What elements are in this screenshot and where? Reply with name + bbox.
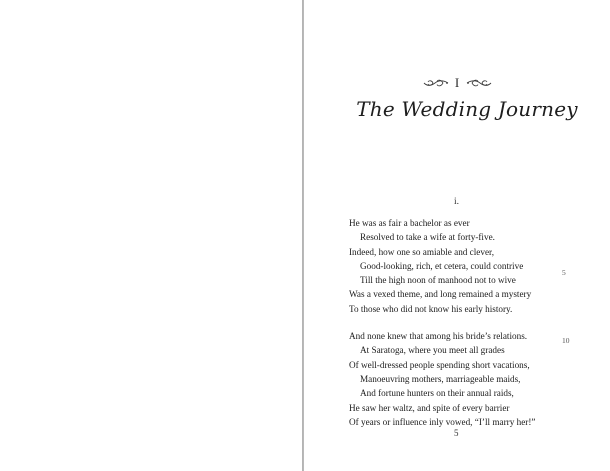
- poem-line: He saw her waltz, and spite of every barrier: [349, 402, 510, 413]
- poem-line: Was a vexed theme, and long remained a mystery: [349, 289, 532, 300]
- line-number-marker: 10: [562, 336, 570, 345]
- poem-line: Indeed, how one so amiable and clever,: [349, 246, 495, 257]
- poem-line: To those who did not know his early history.: [349, 303, 513, 314]
- poem-line: Till the high noon of manhood not to wive: [360, 275, 516, 286]
- stanza: [349, 329, 589, 429]
- poem-line: Of well-dressed people spending short vacations,: [349, 359, 530, 370]
- line-number-marker: 5: [562, 268, 566, 277]
- poem-line: Manoeuvring mothers, marriageable maids,: [360, 373, 521, 384]
- right-page: [304, 0, 610, 471]
- poem-line: He was as fair a bachelor as ever: [349, 218, 470, 228]
- poem-body: [349, 216, 589, 429]
- left-page-blank: [0, 0, 302, 471]
- chapter-number-line: [304, 76, 610, 90]
- left-flourish-ornament-icon: [423, 78, 449, 88]
- stanza: [349, 216, 589, 316]
- poem-line: Of years or influence inly vowed, “I’ll marry her!”: [349, 416, 536, 427]
- right-flourish-ornament-icon: [466, 78, 492, 88]
- chapter-heading: [304, 76, 610, 122]
- chapter-title: The Wedding Journey: [356, 97, 578, 121]
- poem-line: Resolved to take a wife at forty-five.: [360, 232, 495, 243]
- section-number: i.: [454, 197, 460, 207]
- poem-line: And none knew that among his bride’s relations.: [349, 331, 528, 342]
- chapter-number: I: [454, 75, 461, 90]
- page-number: 5: [454, 428, 459, 438]
- poem-line: At Saratoga, where you meet all grades: [360, 345, 505, 356]
- poem-line: And fortune hunters on their annual raids,: [360, 388, 514, 399]
- poem-line: Good-looking, rich, et cetera, could contrive: [360, 260, 524, 271]
